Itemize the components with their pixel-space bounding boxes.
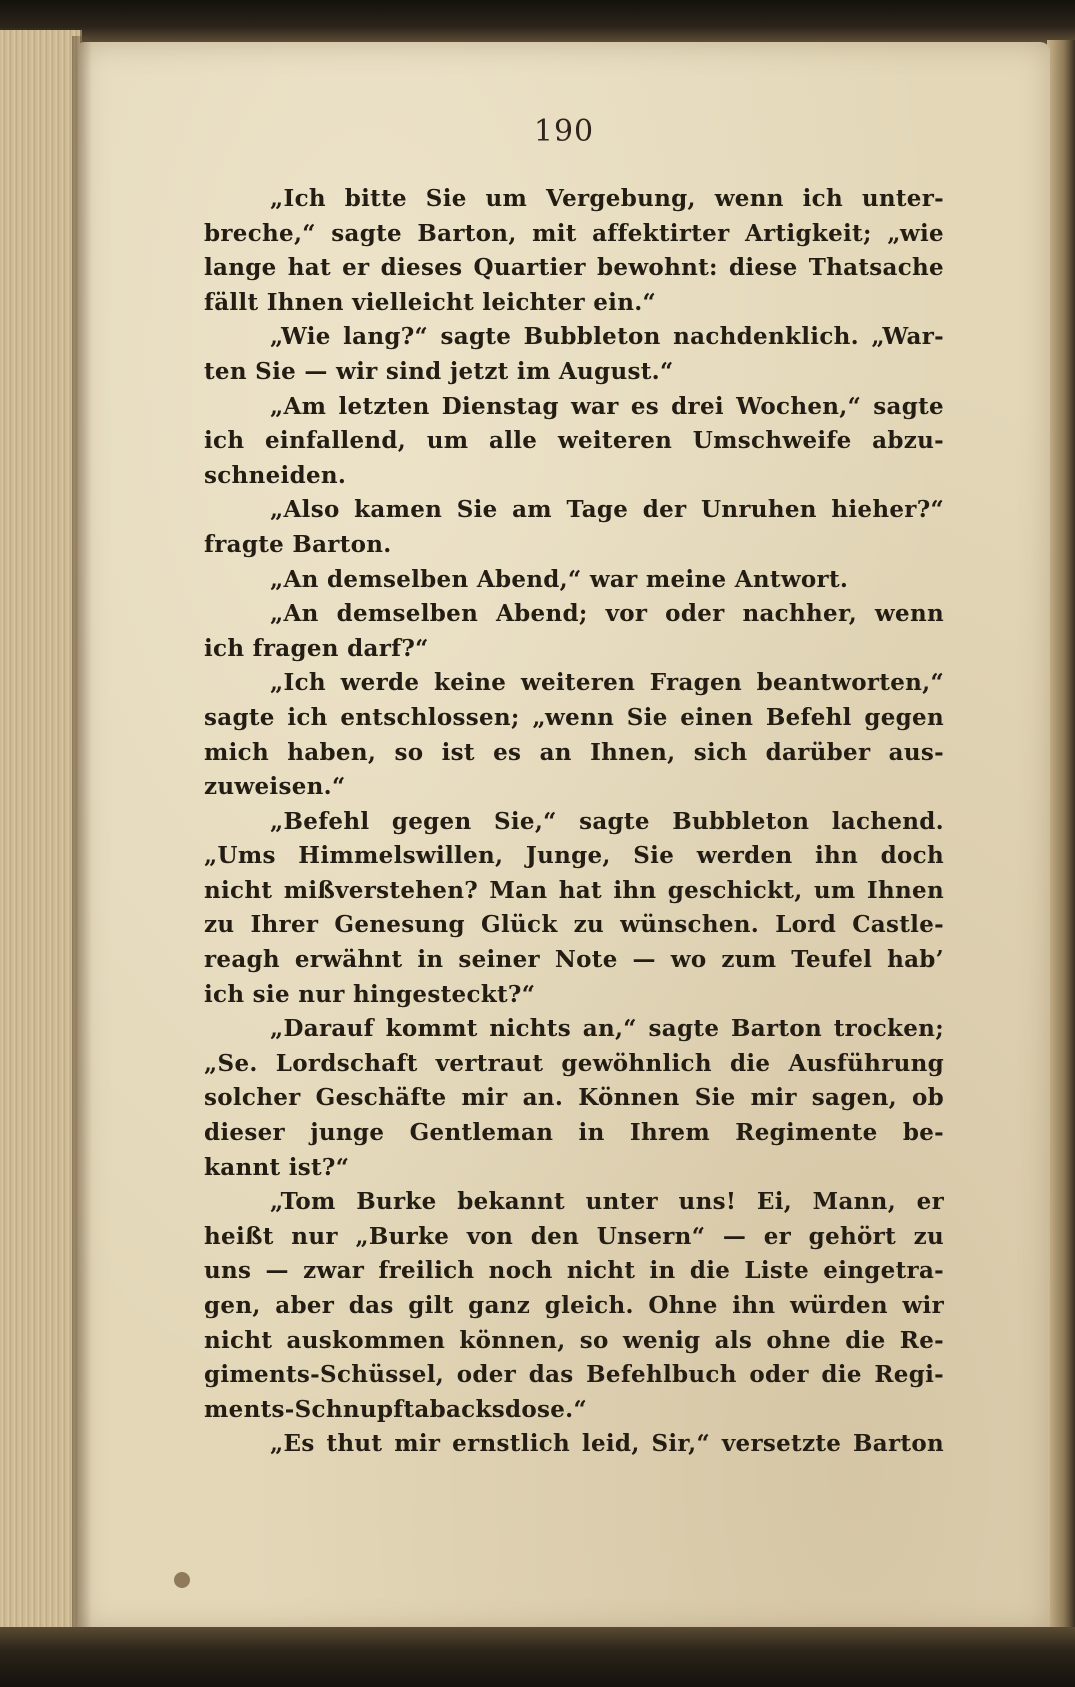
text-line: solcher Geschäfte mir an. Können Sie mir sagen, ob — [204, 1084, 944, 1112]
body-text — [204, 182, 944, 1462]
text-line: fällt Ihnen vielleicht leichter ein.“ — [204, 288, 657, 316]
text-line: reagh erwähnt in seiner Note — wo zum Teufel hab’ — [204, 946, 944, 974]
text-line: heißt nur „Burke von den Unsern“ — er gehört zu — [204, 1222, 944, 1250]
book-top-edge — [0, 0, 1075, 48]
text-line: zuweisen.“ — [204, 773, 346, 801]
text-line: nicht auskommen können, so wenig als ohne die Re- — [204, 1326, 944, 1354]
text-line: ten Sie — wir sind jetzt im August.“ — [204, 357, 674, 385]
text-line: „Se. Lordschaft vertraut gewöhnlich die Ausführung — [204, 1049, 944, 1077]
text-line: „Ich werde keine weiteren Fragen beantworten,“ — [270, 669, 944, 697]
text-line: breche,“ sagte Barton, mit affektirter Artigkeit; „wie — [204, 219, 944, 247]
right-page-edge — [1047, 40, 1075, 1640]
text-line: „Tom Burke bekannt unter uns! Ei, Mann, er — [270, 1188, 944, 1216]
text-line: sagte ich entschlossen; „wenn Sie einen Befehl gegen — [204, 703, 944, 731]
text-line: „Es thut mir ernstlich leid, Sir,“ versetzte Barton — [270, 1430, 944, 1458]
text-line: „Ums Himmelswillen, Junge, Sie werden ihn doch — [204, 842, 944, 870]
left-page-stack — [0, 30, 82, 1640]
text-line: ich einfallend, um alle weiteren Umschweife abzu- — [204, 427, 944, 455]
text-line: ich sie nur hingesteckt?“ — [204, 980, 536, 1008]
text-line: „Am letzten Dienstag war es drei Wochen,“ sagte — [270, 392, 944, 420]
text-line: schneiden. — [204, 461, 347, 489]
book-page — [78, 42, 1050, 1632]
text-line: „Ich bitte Sie um Vergebung, wenn ich unter- — [270, 185, 944, 212]
text-line: „An demselben Abend; vor oder nachher, wenn — [270, 600, 944, 628]
page-number: 190 — [533, 114, 595, 149]
text-line: „An demselben Abend,“ war meine Antwort. — [270, 565, 849, 593]
text-line: ments-Schnupftabacksdose.“ — [204, 1395, 588, 1423]
text-line: zu Ihrer Genesung Glück zu wünschen. Lord Castle- — [204, 911, 944, 939]
ink-blot — [174, 1572, 190, 1588]
book-bottom-edge — [0, 1627, 1075, 1687]
gutter-shadow — [72, 36, 92, 1636]
text-line: dieser junge Gentleman in Ihrem Regimente be- — [204, 1119, 944, 1147]
text-line: kannt ist?“ — [204, 1153, 350, 1181]
text-line: lange hat er dieses Quartier bewohnt: diese Thatsache — [204, 254, 944, 282]
text-line: fragte Barton. — [204, 530, 392, 558]
text-line: „Befehl gegen Sie,“ sagte Bubbleton lachend. — [270, 807, 944, 835]
text-line: „Wie lang?“ sagte Bubbleton nachdenklich. „War- — [270, 323, 944, 351]
text-line: „Darauf kommt nichts an,“ sagte Barton trocken; — [270, 1015, 944, 1043]
text-line: giments-Schüssel, oder das Befehlbuch oder die Regi- — [204, 1361, 944, 1389]
text-line: „Also kamen Sie am Tage der Unruhen hieher?“ — [270, 496, 944, 524]
text-line: mich haben, so ist es an Ihnen, sich darüber aus- — [204, 738, 944, 766]
text-line: ich fragen darf?“ — [204, 634, 429, 662]
text-line: uns — zwar freilich noch nicht in die Liste eingetra- — [204, 1257, 944, 1285]
text-line: nicht mißverstehen? Man hat ihn geschickt, um Ihnen — [204, 876, 944, 904]
text-line: gen, aber das gilt ganz gleich. Ohne ihn würden wir — [204, 1292, 944, 1319]
